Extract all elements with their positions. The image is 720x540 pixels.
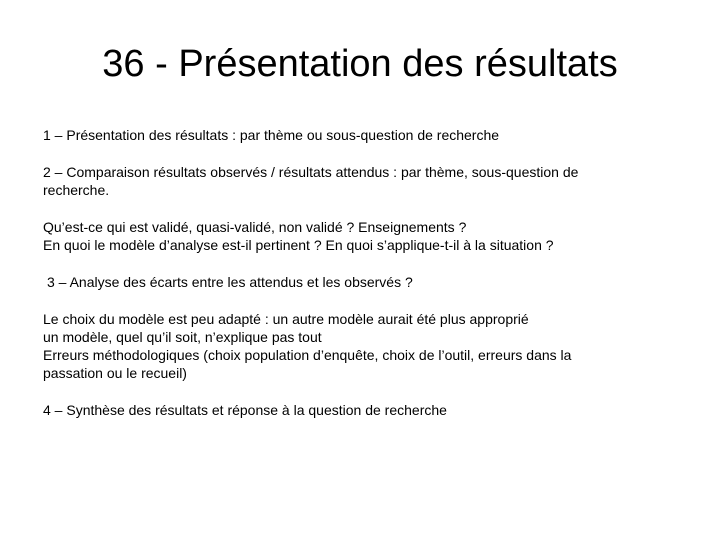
slide-title: 36 - Présentation des résultats [102, 43, 618, 85]
paragraph-line: 3 – Analyse des écarts entre les attendus et les observés ? [47, 274, 413, 290]
paragraph-line: Erreurs méthodologiques (choix population d’enquête, choix de l’outil, erreurs dans la [43, 347, 572, 363]
paragraph-line: 2 – Comparaison résultats observés / résultats attendus : par thème, sous-question de [43, 164, 579, 180]
paragraph-presentation [43, 126, 683, 144]
paragraph-synthese [43, 401, 683, 419]
paragraph-line: recherche. [43, 182, 110, 198]
paragraph-line: un modèle, quel qu’il soit, n’explique pas tout [43, 329, 322, 345]
paragraph-line: Qu’est-ce qui est validé, quasi-validé, non validé ? Enseignements ? [43, 219, 467, 235]
paragraph-line: 1 – Présentation des résultats : par thème ou sous-question de recherche [43, 127, 500, 143]
paragraph-line: Le choix du modèle est peu adapté : un autre modèle aurait été plus approprié [43, 311, 529, 327]
paragraph-line: passation ou le recueil) [43, 365, 187, 381]
paragraph-line: En quoi le modèle d’analyse est-il pertinent ? En quoi s’applique-t-il à la situation ? [43, 237, 554, 253]
paragraph-comparaison [43, 163, 683, 199]
paragraph-line: 4 – Synthèse des résultats et réponse à la question de recherche [43, 402, 447, 418]
slide-body [43, 126, 683, 438]
paragraph-choix-modele [43, 310, 683, 382]
paragraph-validation [43, 218, 683, 254]
paragraph-analyse-ecarts [43, 273, 683, 291]
